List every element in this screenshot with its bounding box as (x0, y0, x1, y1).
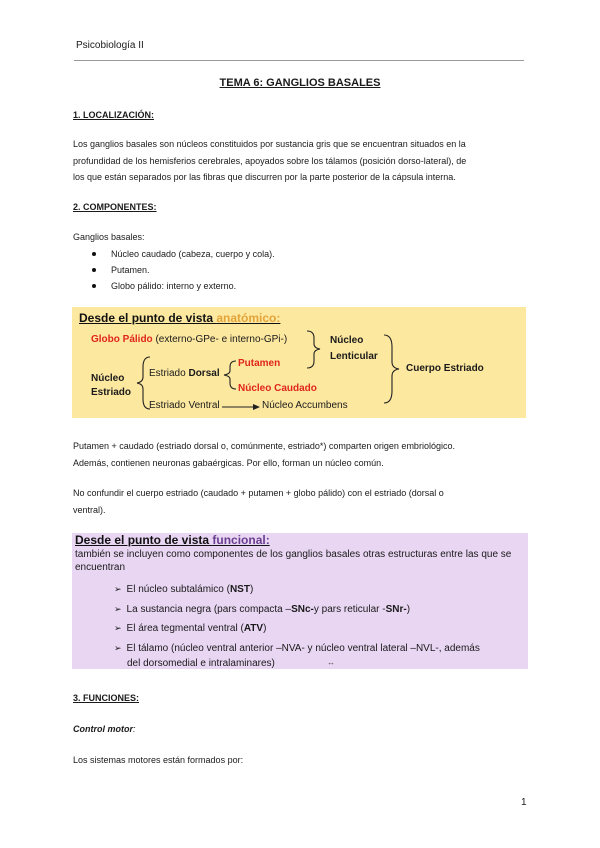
globo-palido-name: Globo Pálido (91, 334, 153, 345)
subheading-text: Control motor (73, 724, 133, 734)
item-abbrev: NST (229, 584, 250, 596)
estriado-dorsal-prefix: Estriado (149, 368, 189, 379)
brace-cuerpo (384, 335, 399, 403)
lenticular-label-1: Núcleo (330, 335, 364, 346)
paragraph-line: Putamen + caudado (estriado dorsal o, comúnmente, estriado*) comparten origen embriológico. (73, 441, 455, 451)
functional-box (72, 533, 528, 669)
heading-accent: anatómico: (216, 311, 281, 325)
item-text: El núcleo subtalámico ( (126, 584, 230, 596)
list-item (114, 600, 480, 620)
list-item (92, 262, 275, 278)
nucleo-caudado-label: Núcleo Caudado (238, 383, 317, 394)
bullet-icon (92, 252, 96, 256)
paragraph-line: Los ganglios basales son núcleos constituidos por sustancia gris que se encuentran situados en la (73, 139, 466, 149)
paragraph-line: profundidad de los hemisferios cerebrales, apoyados sobre los tálamos (posición dorso-lateral), de (73, 155, 467, 166)
arrow-bullet-icon: ➢ (114, 642, 122, 653)
section-heading-localizacion: 1. LOCALIZACIÓN: (73, 110, 154, 120)
estriado-dorsal-bold: Dorsal (188, 368, 220, 379)
list-item (114, 619, 480, 639)
list-item-text: Globo pálido: interno y externo. (111, 281, 237, 291)
paragraph-line: Además, contienen neuronas gabaérgicas. Por ello, forman un núcleo común. (73, 457, 384, 468)
nucleo-accumbens-label: Núcleo Accumbens (262, 400, 348, 411)
subheading-control-motor (73, 724, 136, 734)
brace-lenticular (307, 331, 320, 368)
item-text: El tálamo (núcleo ventral anterior –NVA- y núcleo ventral lateral –NVL-, además (126, 642, 480, 654)
item-abbrev: ATV (243, 623, 264, 635)
functional-continuation: del dorsomedial e intralaminares) (127, 658, 275, 669)
section-heading-componentes: 2. COMPONENTES: (73, 202, 157, 212)
nucleo-estriado-label-2: Estriado (91, 387, 132, 398)
item-text: y pars reticular - (313, 603, 386, 615)
functional-heading (75, 533, 270, 547)
paragraph-sistemas-motores: Los sistemas motores están formados por: (73, 755, 244, 765)
arrow-ventral-head (253, 404, 260, 410)
cuerpo-estriado-label: Cuerpo Estriado (406, 363, 484, 374)
list-item-text: Putamen. (111, 265, 150, 275)
nucleo-estriado-label-1: Núcleo (91, 373, 125, 384)
list-item-text: Núcleo caudado (cabeza, cuerpo y cola). (111, 249, 275, 259)
anatomical-diagram (72, 307, 526, 418)
item-abbrev: SNr- (385, 603, 407, 615)
paragraph-line: los que están separados por las fibras que discurren por la parte posterior de la cápsula interna. (73, 172, 456, 182)
heading-accent: funcional: (212, 533, 270, 547)
lenticular-label-2: Lenticular (330, 351, 378, 362)
item-text: ) (406, 603, 411, 615)
paragraph-no-confundir (73, 485, 527, 518)
paragraph-line: ventral). (73, 504, 106, 515)
list-item (92, 278, 275, 294)
components-list (92, 246, 275, 294)
paragraph-line: No confundir el cuerpo estriado (caudado + putamen + globo pálido) con el estriado (dorsal o (73, 488, 444, 498)
bullet-icon (92, 284, 96, 288)
list-item (114, 580, 480, 600)
paragraph-localizacion (73, 136, 527, 186)
heading-prefix: Desde el punto de vista (79, 311, 217, 325)
bullet-icon (92, 268, 96, 272)
components-intro: Ganglios basales: (73, 232, 145, 242)
globo-palido-label (91, 334, 287, 345)
section-heading-funciones: 3. FUNCIONES: (73, 693, 140, 703)
header-rule (74, 60, 524, 61)
header-course: Psicobiología II (76, 40, 144, 51)
subheading-colon: : (133, 724, 136, 734)
estriado-ventral-label: Estriado Ventral (149, 400, 220, 411)
heading-prefix: Desde el punto de vista (75, 533, 213, 547)
move-handle-icon: ↔ (327, 658, 335, 667)
list-item (114, 639, 480, 659)
functional-intro: también se incluyen como componentes de los ganglios basales otras estructuras entre las que se encuentran (75, 549, 512, 573)
globo-palido-detail: (externo-GPe- e interno-GPi-) (152, 334, 288, 345)
item-abbrev: SNc- (291, 603, 314, 615)
item-text: ) (249, 584, 254, 596)
list-item (92, 246, 275, 262)
item-text: El área tegmental ventral ( (126, 623, 244, 635)
item-text: ) (263, 623, 267, 635)
arrow-bullet-icon: ➢ (114, 603, 122, 614)
functional-list (114, 580, 480, 658)
arrow-bullet-icon: ➢ (114, 584, 122, 595)
putamen-label: Putamen (238, 358, 281, 369)
page-title: TEMA 6: GANGLIOS BASALES (219, 77, 381, 89)
page-number: 1 (521, 797, 527, 808)
brace-dorsal (224, 361, 236, 389)
arrow-bullet-icon: ➢ (114, 623, 122, 634)
paragraph-putamen-caudado (73, 438, 527, 471)
estriado-dorsal-label (149, 368, 220, 379)
item-text: La sustancia negra (pars compacta – (126, 603, 292, 615)
